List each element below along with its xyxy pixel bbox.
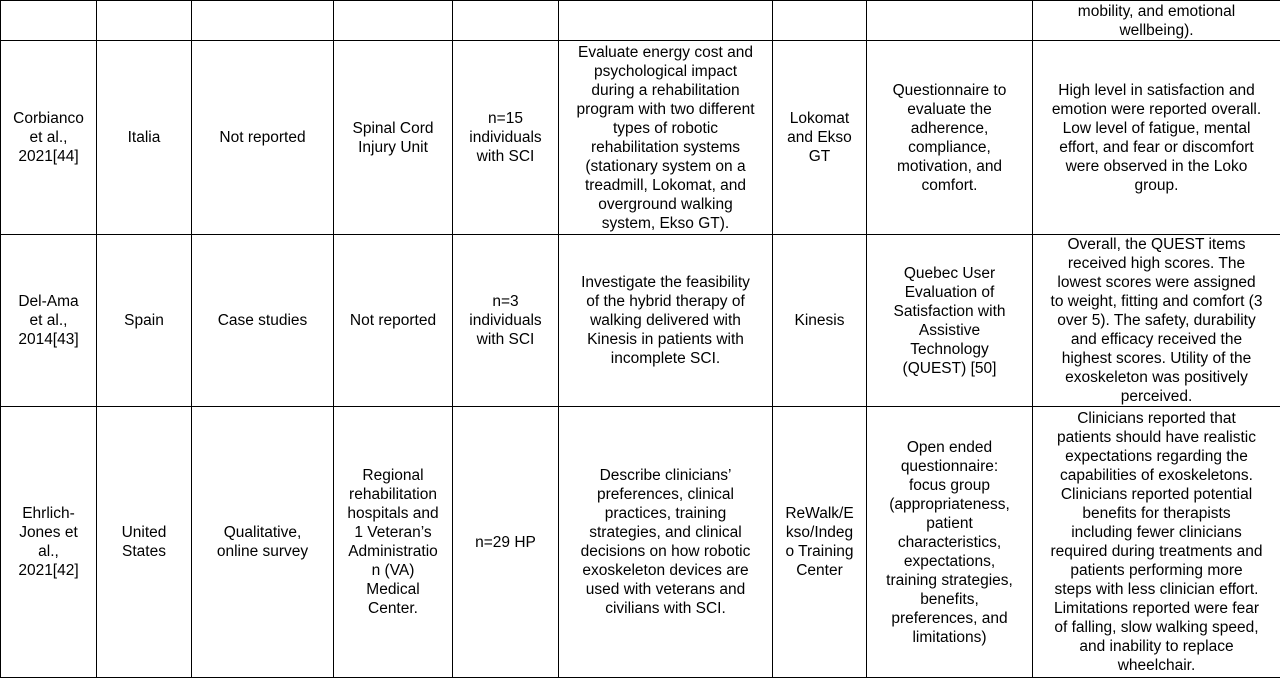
table-cell-sample: n=29 HP <box>453 407 559 678</box>
table-cell-setting <box>334 1 453 41</box>
table-cell-country: Spain <box>97 235 192 407</box>
table-cell-design: Case studies <box>192 235 334 407</box>
table-cell-setting: Regional rehabilitation hospitals and 1 Veteran’s Administratio n (VA) Medical Center. <box>334 407 453 678</box>
table-cell-device: ReWalk/E kso/Indeg o Training Center <box>773 407 867 678</box>
table-cell-device: Kinesis <box>773 235 867 407</box>
table-cell-design <box>192 1 334 41</box>
table-cell-instrument: Questionnaire to evaluate the adherence, compliance, motivation, and comfort. <box>867 41 1033 235</box>
table-cell-setting: Spinal Cord Injury Unit <box>334 41 453 235</box>
table-cell-device <box>773 1 867 41</box>
table-cell-aim: Evaluate energy cost and psychological impact during a rehabilitation program with two different types of robotic rehabilitation systems (stationary system on a treadmill, Lokomat, and overground walking system, Ekso GT). <box>559 41 773 235</box>
table-cell-authors: Ehrlich- Jones et al., 2021[42] <box>1 407 97 678</box>
table-cell-country: Italia <box>97 41 192 235</box>
table-row <box>1 1 1280 41</box>
table-cell-aim: Investigate the feasibility of the hybrid therapy of walking delivered with Kinesis in patients with incomplete SCI. <box>559 235 773 407</box>
table-row <box>1 407 1280 678</box>
table-cell-aim <box>559 1 773 41</box>
table-row <box>1 235 1280 407</box>
table-cell-aim: Describe clinicians’ preferences, clinical practices, training strategies, and clinical decisions on how robotic exoskeleton devices are used with veterans and civilians with SCI. <box>559 407 773 678</box>
table-cell-authors <box>1 1 97 41</box>
table-cell-design: Qualitative, online survey <box>192 407 334 678</box>
table-cell-design: Not reported <box>192 41 334 235</box>
table-cell-device: Lokomat and Ekso GT <box>773 41 867 235</box>
table-cell-setting: Not reported <box>334 235 453 407</box>
table-cell-results: Clinicians reported that patients should have realistic expectations regarding the capabilities of exoskeletons. Clinicians reported potential benefits for therapists including fewer clinicians required during treatments and patients performing more steps with less clinician effort. Limitations reported were fear of falling, slow walking speed, and inability to replace wheelchair. <box>1033 407 1280 678</box>
table-cell-instrument: Quebec User Evaluation of Satisfaction with Assistive Technology (QUEST) [50] <box>867 235 1033 407</box>
table-row <box>1 41 1280 235</box>
table-cell-results: High level in satisfaction and emotion were reported overall. Low level of fatigue, mental effort, and fear or discomfort were observed in the Loko group. <box>1033 41 1280 235</box>
table-cell-authors: Del-Ama et al., 2014[43] <box>1 235 97 407</box>
table-cell-sample: n=15 individuals with SCI <box>453 41 559 235</box>
table-cell-country: United States <box>97 407 192 678</box>
table-cell-results: Overall, the QUEST items received high scores. The lowest scores were assigned to weight, fitting and comfort (3 over 5). The safety, durability and efficacy received the highest scores. Utility of the exoskeleton was positively perceived. <box>1033 235 1280 407</box>
table-cell-instrument: Open ended questionnaire: focus group (appropriateness, patient characteristics, expectations, training strategies, benefits, preferences, and limitations) <box>867 407 1033 678</box>
table-cell-instrument <box>867 1 1033 41</box>
table-cell-results: mobility, and emotional wellbeing). <box>1033 1 1280 41</box>
table-cell-sample: n=3 individuals with SCI <box>453 235 559 407</box>
table-cell-authors: Corbianco et al., 2021[44] <box>1 41 97 235</box>
table-cell-sample <box>453 1 559 41</box>
table-cell-country <box>97 1 192 41</box>
